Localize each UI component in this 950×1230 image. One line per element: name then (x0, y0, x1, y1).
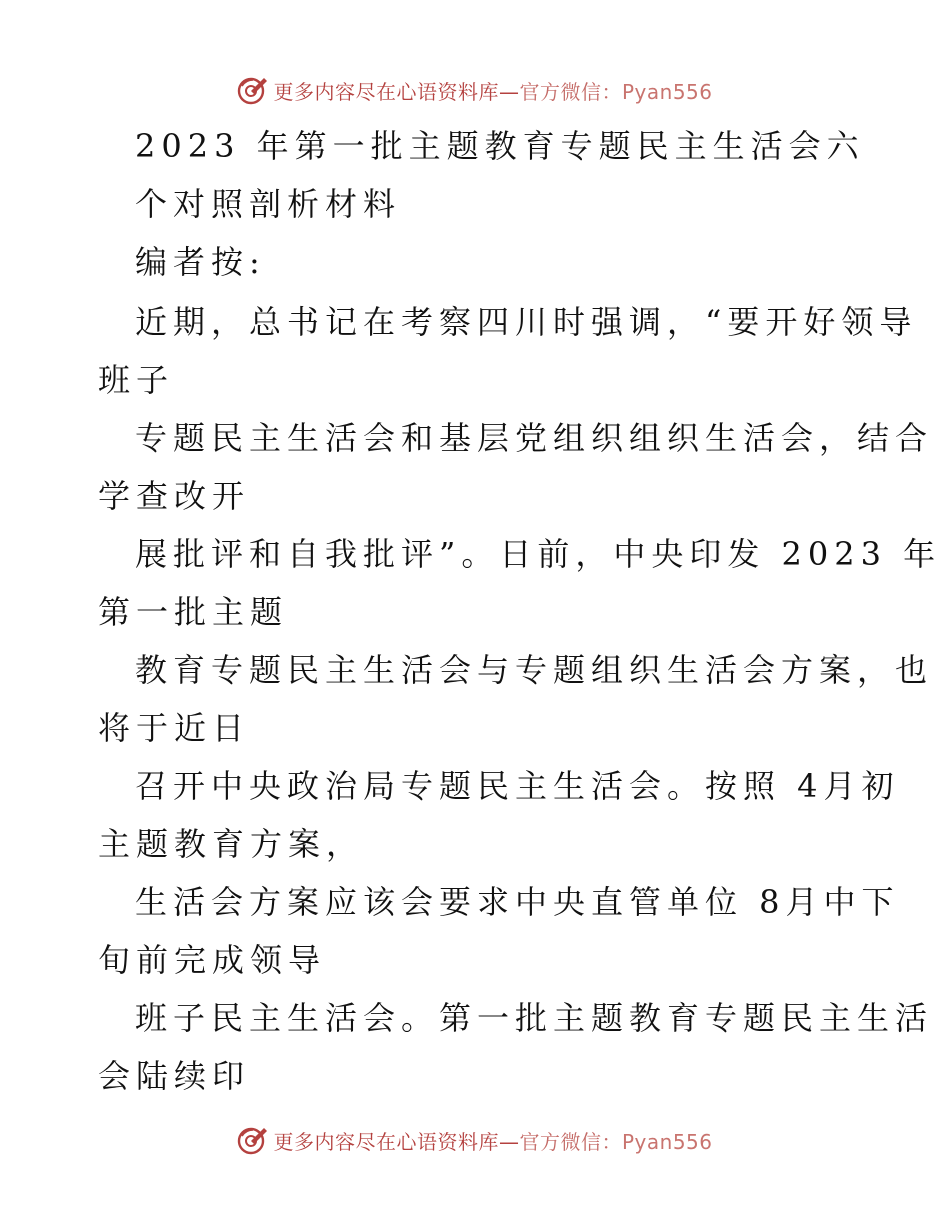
watermark-dash: — (498, 1129, 520, 1154)
paragraph-line: 会陆续印 (98, 1057, 251, 1095)
header-watermark (0, 70, 950, 110)
paragraph-line: 近期，总书记在考察四川时强调，“要开好领导 (135, 303, 918, 341)
watermark-main: 更多内容尽在心语资料库 (273, 79, 499, 104)
watermark-text (273, 1126, 712, 1155)
paragraph-line: 专题民主生活会和基层党组织组织生活会，结合 (135, 419, 934, 457)
paragraph-line: 班子民主生活会。第一批主题教育专题民主生活 (135, 999, 934, 1037)
paragraph-line: 旬前完成领导 (98, 941, 327, 979)
watermark-wechat-label: 官方微信： (519, 1129, 622, 1154)
document-title-line-2: 个对照剖析材料 (135, 185, 402, 223)
footer-watermark (0, 1120, 950, 1160)
watermark-dash: — (498, 79, 520, 104)
paragraph-line: 将于近日 (98, 709, 251, 747)
watermark-text (273, 76, 712, 105)
paragraph-line: 第一批主题 (98, 593, 289, 631)
paragraph-line: 展批评和自我批评”。日前，中央印发 2023 年 (135, 535, 942, 573)
pen-nib-logo-icon (237, 1124, 269, 1156)
paragraph-line: 生活会方案应该会要求中央直管单位 8月中下 (135, 883, 900, 921)
watermark-main: 更多内容尽在心语资料库 (273, 1129, 499, 1154)
paragraph-line: 班子 (98, 361, 175, 399)
paragraph-line: 主题教育方案， (98, 825, 365, 863)
watermark-wechat-id: Pyan556 (621, 79, 713, 104)
document-title-line-1: 2023 年第一批主题教育专题民主生活会六 (135, 127, 865, 165)
paragraph-line: 召开中央政治局专题民主生活会。按照 4月初 (135, 767, 900, 805)
pen-nib-logo-icon (237, 74, 269, 106)
watermark-wechat-label: 官方微信： (519, 79, 622, 104)
watermark-wechat-id: Pyan556 (621, 1129, 713, 1154)
paragraph-line: 学查改开 (98, 477, 251, 515)
editor-note-heading: 编者按: (135, 243, 266, 281)
paragraph-line: 教育专题民主生活会与专题组织生活会方案，也 (135, 651, 934, 689)
